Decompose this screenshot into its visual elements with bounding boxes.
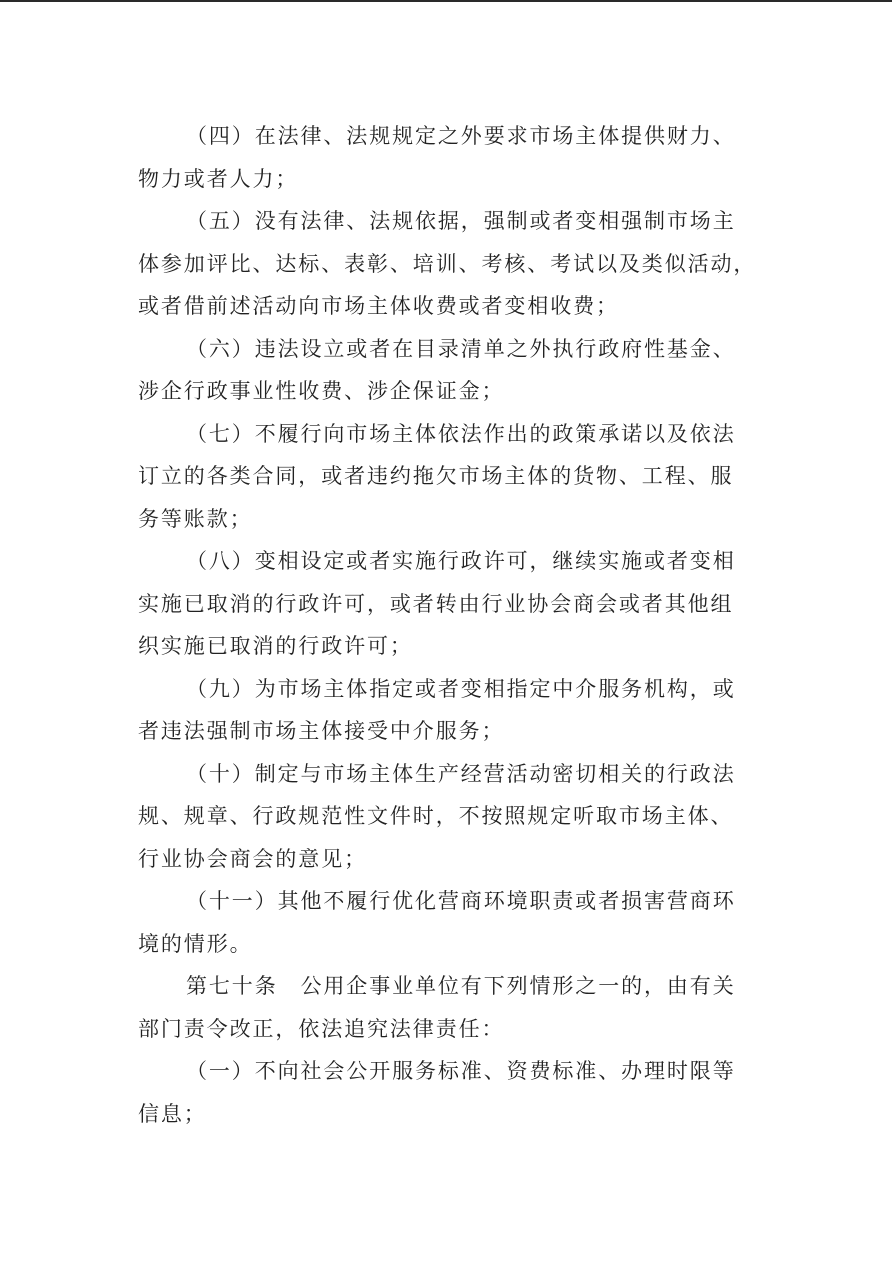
- text-line: 信息；: [138, 1101, 207, 1126]
- text-line: （四）在法律、法规规定之外要求市场主体提供财力、: [186, 124, 736, 148]
- article-70: [138, 965, 758, 1050]
- text-line: （十）制定与市场主体生产经营活动密切相关的行政法: [186, 761, 736, 786]
- clause-item-5: [138, 200, 758, 328]
- text-line: （九）为市场主体指定或者变相指定中介服务机构，或: [186, 676, 736, 701]
- text-line: 物力或者人力；: [138, 166, 299, 191]
- text-line: 行业协会商会的意见；: [138, 846, 367, 871]
- text-line: 体参加评比、达标、表彰、培训、考核、考试以及类似活动，: [138, 251, 757, 276]
- clause-item-11: [138, 880, 758, 965]
- text-line: （十一）其他不履行优化营商环境职责或者损害营商环: [186, 889, 736, 913]
- text-line: 织实施已取消的行政许可；: [138, 634, 413, 658]
- text-line: 或者借前述活动向市场主体收费或者变相收费；: [138, 294, 619, 318]
- text-line: 者违法强制市场主体接受中介服务；: [138, 719, 505, 743]
- clause-item-8: [138, 540, 758, 668]
- clause-item-10: [138, 753, 758, 881]
- text-line: 订立的各类合同，或者违约拖欠市场主体的货物、工程、服: [138, 464, 734, 488]
- clause-item-4: [138, 115, 758, 200]
- text-line: 境的情形。: [138, 931, 253, 956]
- clause-item-9: [138, 668, 758, 753]
- text-line: 实施已取消的行政许可，或者转由行业协会商会或者其他组: [138, 591, 734, 616]
- document-body: [138, 115, 758, 1135]
- text-line: （八）变相设定或者实施行政许可，继续实施或者变相: [186, 549, 736, 573]
- text-line: 部门责令改正，依法追究法律责任：: [138, 1016, 505, 1041]
- clause-item-6: [138, 328, 758, 413]
- text-line: （七）不履行向市场主体依法作出的政策承诺以及依法: [186, 421, 736, 446]
- clause-item-7: [138, 413, 758, 541]
- text-line: （六）违法设立或者在目录清单之外执行政府性基金、: [186, 336, 736, 361]
- text-line: （一）不向社会公开服务标准、资费标准、办理时限等: [186, 1059, 736, 1083]
- clause-item-1: [138, 1050, 758, 1135]
- article-heading-line: 第七十条 公用企事业单位有下列情形之一的，由有关: [186, 974, 736, 998]
- text-line: 涉企行政事业性收费、涉企保证金；: [138, 379, 505, 403]
- text-line: 规、规章、行政规范性文件时，不按照规定听取市场主体、: [138, 804, 734, 828]
- text-line: （五）没有法律、法规依据，强制或者变相强制市场主: [186, 209, 736, 233]
- text-line: 务等账款；: [138, 506, 253, 531]
